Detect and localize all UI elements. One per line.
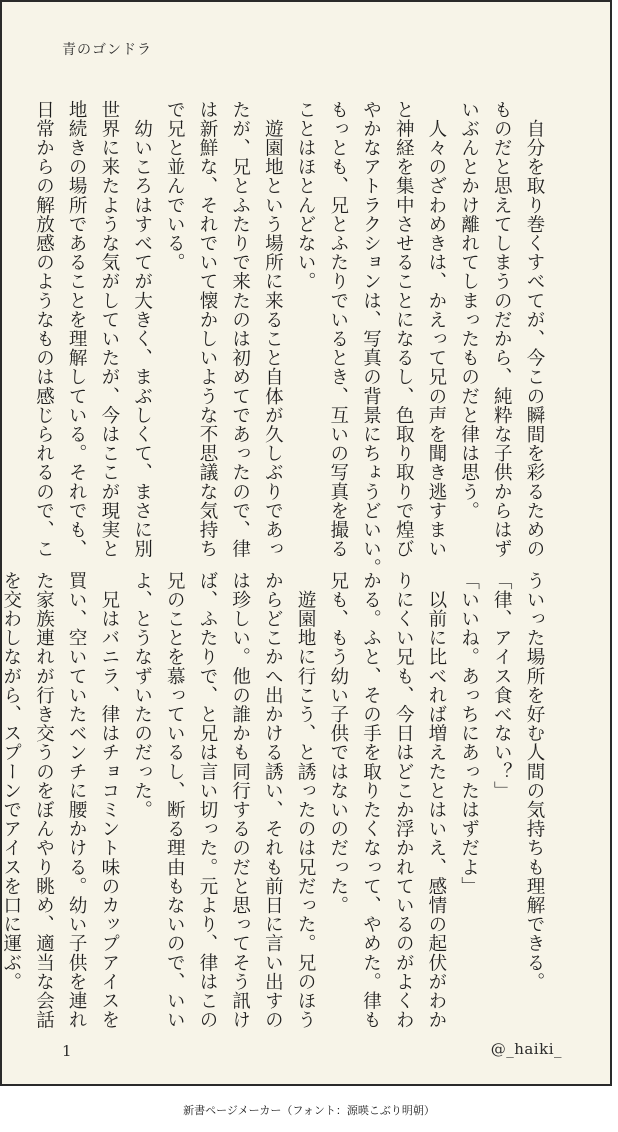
text-line: 兄のことを慕っているし、断る理由もないので、いい — [164, 571, 186, 1030]
text-line: 日常からの解放感のようなものは感じられるので、こ — [33, 100, 55, 559]
page-number: 1 — [62, 1042, 72, 1060]
text-line: ことはほとんどない。 — [295, 100, 317, 291]
text-line: は珍しい。他の誰かも同行するのだと思ってそう訊け — [229, 571, 251, 1030]
text-line: で兄と並んでいる。 — [164, 100, 186, 272]
text-line: かる。ふと、その手を取りたくなって、やめた。律も — [360, 571, 382, 1030]
text-line: 地続きの場所であることを理解している。それでも、 — [66, 100, 88, 559]
text-line: 遊園地に行こう、と誘ったのは兄だった。兄のほう — [295, 571, 317, 1030]
text-line: 自分を取り巻くすべてが、今この瞬間を彩るための — [524, 100, 545, 559]
text-line: ものだと思えてしまうのだから、純粋な子供からはず — [491, 100, 513, 559]
text-line: 人々のざわめきは、かえって兄の声を聞き逃すまい — [425, 100, 447, 559]
text-line: 遊園地という場所に来ること自体が久しぶりであっ — [262, 100, 284, 559]
text-line: 以前に比べれば増えたとはいえ、感情の起伏がわか — [425, 571, 447, 1030]
text-line: 買い、空いていたベンチに腰かける。幼い子供を連れ — [66, 571, 88, 1030]
text-line: ば、ふたりで、と兄は言い切った。元より、律はこの — [196, 571, 218, 1030]
book-title: 青のゴンドラ — [62, 42, 152, 58]
text-line: よ、とうなずいたのだった。 — [131, 571, 153, 820]
footer-credit: 新書ページメーカー（フォント：源暎こぶり明朝） — [183, 1104, 435, 1117]
text-line: もっとも、兄とふたりでいるとき、互いの写真を撮る — [327, 100, 349, 559]
text-line: と神経を集中させることになるし、色取り取りで煌び — [393, 100, 415, 559]
upper-text-block — [27, 100, 550, 578]
text-line: を交わしながら、スプーンでアイスを口に運ぶ。 — [0, 571, 22, 992]
text-line: いぶんとかけ離れてしまったものだと律は思う。 — [458, 100, 480, 521]
text-line: からどこかへ出かける誘い、それも前日に言い出すの — [262, 571, 284, 1030]
text-line: た家族連れが行き交うのをぼんやり眺め、適当な会話 — [33, 571, 55, 1030]
text-line: 幼いころはすべてが大きく、まぶしくて、まさに別 — [131, 100, 153, 559]
text-line: は新鮮な、それでいて懐かしいような不思議な気持ち — [196, 100, 218, 559]
text-line: りにくい兄も、今日はどこか浮かれているのがよくわ — [393, 571, 415, 1030]
text-line: ういった場所を好む人間の気持ちも理解できる。 — [524, 571, 545, 992]
text-line: 世界に来たような気がしていたが、今はここが現実と — [98, 100, 120, 559]
text-line: やかなアトラクションは、写真の背景にちょうどいい。 — [360, 100, 382, 578]
author-handle: @_haiki_ — [490, 1040, 562, 1058]
text-line: 「律、アイス食べない？」 — [491, 571, 513, 801]
lower-text-block — [0, 571, 550, 1030]
text-line: 「いいね。あっちにあったはずだよ」 — [458, 571, 480, 896]
text-line: 兄はバニラ、律はチョコミント味のカップアイスを — [98, 571, 120, 1030]
text-line: 兄も、もう幼い子供ではないのだった。 — [327, 571, 349, 915]
text-line: たが、兄とふたりで来たのは初めてであったので、律 — [229, 100, 251, 559]
